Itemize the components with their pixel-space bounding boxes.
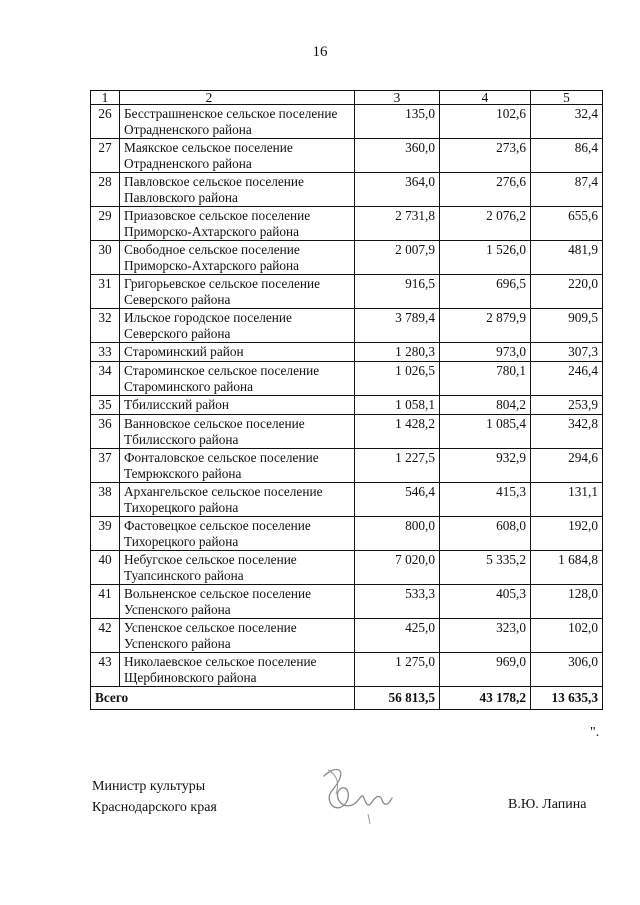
value-col5: 909,5 bbox=[531, 309, 603, 343]
value-col4: 608,0 bbox=[440, 517, 531, 551]
table-row bbox=[91, 309, 603, 343]
value-col4: 405,3 bbox=[440, 585, 531, 619]
value-col3: 7 020,0 bbox=[355, 551, 440, 585]
municipality-name: Успенское сельское поселение Успенского района bbox=[120, 619, 355, 653]
value-col5: 342,8 bbox=[531, 415, 603, 449]
value-col4: 804,2 bbox=[440, 396, 531, 415]
row-number: 28 bbox=[91, 173, 120, 207]
value-col3: 533,3 bbox=[355, 585, 440, 619]
page-number: 16 bbox=[312, 44, 328, 60]
value-col4: 2 076,2 bbox=[440, 207, 531, 241]
value-col4: 2 879,9 bbox=[440, 309, 531, 343]
row-number: 26 bbox=[91, 105, 120, 139]
municipality-name: Фонталовское сельское поселение Темрюкского района bbox=[120, 449, 355, 483]
total-label: Всего bbox=[91, 687, 355, 710]
table-row bbox=[91, 139, 603, 173]
value-col3: 1 026,5 bbox=[355, 362, 440, 396]
value-col5: 87,4 bbox=[531, 173, 603, 207]
value-col5: 655,6 bbox=[531, 207, 603, 241]
value-col5: 246,4 bbox=[531, 362, 603, 396]
table-row bbox=[91, 517, 603, 551]
total-row bbox=[91, 687, 603, 710]
value-col4: 932,9 bbox=[440, 449, 531, 483]
signatory-name: В.Ю. Лапина bbox=[508, 797, 587, 812]
value-col3: 546,4 bbox=[355, 483, 440, 517]
value-col5: 294,6 bbox=[531, 449, 603, 483]
total-col5: 13 635,3 bbox=[531, 687, 603, 710]
table-body bbox=[91, 91, 603, 710]
value-col3: 360,0 bbox=[355, 139, 440, 173]
value-col5: 128,0 bbox=[531, 585, 603, 619]
table-row bbox=[91, 483, 603, 517]
municipality-name: Свободное сельское поселение Приморско-Ахтарского района bbox=[120, 241, 355, 275]
row-number: 42 bbox=[91, 619, 120, 653]
table-row bbox=[91, 362, 603, 396]
value-col3: 3 789,4 bbox=[355, 309, 440, 343]
row-number: 43 bbox=[91, 653, 120, 687]
municipality-name: Ванновское сельское поселение Тбилисского района bbox=[120, 415, 355, 449]
value-col5: 192,0 bbox=[531, 517, 603, 551]
municipality-name: Маякское сельское поселение Отрадненского района bbox=[120, 139, 355, 173]
value-col4: 323,0 bbox=[440, 619, 531, 653]
value-col5: 102,0 bbox=[531, 619, 603, 653]
data-table bbox=[90, 90, 603, 710]
municipality-name: Григорьевское сельское поселение Северского района bbox=[120, 275, 355, 309]
row-number: 34 bbox=[91, 362, 120, 396]
table-row bbox=[91, 275, 603, 309]
row-number: 36 bbox=[91, 415, 120, 449]
value-col4: 973,0 bbox=[440, 343, 531, 362]
value-col4: 1 526,0 bbox=[440, 241, 531, 275]
table-row bbox=[91, 241, 603, 275]
row-number: 32 bbox=[91, 309, 120, 343]
handwritten-signature bbox=[310, 758, 410, 828]
table-row bbox=[91, 551, 603, 585]
municipality-name: Староминское сельское поселение Староминского района bbox=[120, 362, 355, 396]
municipality-name: Приазовское сельское поселение Приморско-Ахтарского района bbox=[120, 207, 355, 241]
value-col5: 131,1 bbox=[531, 483, 603, 517]
table-row bbox=[91, 585, 603, 619]
row-number: 33 bbox=[91, 343, 120, 362]
municipality-name: Тбилисский район bbox=[120, 396, 355, 415]
municipality-name: Бесстрашненское сельское поселение Отрадненского района bbox=[120, 105, 355, 139]
table-row bbox=[91, 415, 603, 449]
signatory-title bbox=[92, 776, 217, 818]
signatory-title-line2: Краснодарского края bbox=[92, 800, 217, 815]
row-number: 35 bbox=[91, 396, 120, 415]
value-col3: 800,0 bbox=[355, 517, 440, 551]
signatory-title-line1: Министр культуры bbox=[92, 779, 206, 794]
value-col3: 2 731,8 bbox=[355, 207, 440, 241]
row-number: 39 bbox=[91, 517, 120, 551]
value-col5: 1 684,8 bbox=[531, 551, 603, 585]
value-col4: 696,5 bbox=[440, 275, 531, 309]
header-cell-5: 5 bbox=[531, 91, 603, 105]
municipality-name: Николаевское сельское поселение Щербиновского района bbox=[120, 653, 355, 687]
value-col3: 2 007,9 bbox=[355, 241, 440, 275]
value-col3: 1 428,2 bbox=[355, 415, 440, 449]
table-header-row bbox=[91, 91, 603, 105]
value-col3: 1 275,0 bbox=[355, 653, 440, 687]
municipality-name: Ильское городское поселение Северского района bbox=[120, 309, 355, 343]
value-col4: 273,6 bbox=[440, 139, 531, 173]
municipality-name: Фастовецкое сельское поселение Тихорецкого района bbox=[120, 517, 355, 551]
total-col4: 43 178,2 bbox=[440, 687, 531, 710]
value-col3: 425,0 bbox=[355, 619, 440, 653]
value-col5: 253,9 bbox=[531, 396, 603, 415]
table-row bbox=[91, 207, 603, 241]
table-row bbox=[91, 343, 603, 362]
row-number: 29 bbox=[91, 207, 120, 241]
value-col5: 481,9 bbox=[531, 241, 603, 275]
municipality-name: Небугское сельское поселение Туапсинского района bbox=[120, 551, 355, 585]
value-col5: 306,0 bbox=[531, 653, 603, 687]
header-cell-2: 2 bbox=[120, 91, 355, 105]
row-number: 38 bbox=[91, 483, 120, 517]
value-col4: 102,6 bbox=[440, 105, 531, 139]
municipality-name: Павловское сельское поселение Павловского района bbox=[120, 173, 355, 207]
table-row bbox=[91, 653, 603, 687]
row-number: 41 bbox=[91, 585, 120, 619]
value-col4: 276,6 bbox=[440, 173, 531, 207]
value-col4: 969,0 bbox=[440, 653, 531, 687]
municipality-name: Архангельское сельское поселение Тихорецкого района bbox=[120, 483, 355, 517]
value-col3: 364,0 bbox=[355, 173, 440, 207]
total-col3: 56 813,5 bbox=[355, 687, 440, 710]
table-row bbox=[91, 449, 603, 483]
value-col3: 1 058,1 bbox=[355, 396, 440, 415]
row-number: 27 bbox=[91, 139, 120, 173]
value-col5: 86,4 bbox=[531, 139, 603, 173]
table-row bbox=[91, 173, 603, 207]
table-row bbox=[91, 105, 603, 139]
row-number: 40 bbox=[91, 551, 120, 585]
value-col4: 1 085,4 bbox=[440, 415, 531, 449]
row-number: 30 bbox=[91, 241, 120, 275]
value-col5: 307,3 bbox=[531, 343, 603, 362]
value-col3: 1 280,3 bbox=[355, 343, 440, 362]
value-col3: 135,0 bbox=[355, 105, 440, 139]
value-col4: 780,1 bbox=[440, 362, 531, 396]
value-col5: 32,4 bbox=[531, 105, 603, 139]
value-col3: 1 227,5 bbox=[355, 449, 440, 483]
table-row bbox=[91, 619, 603, 653]
value-col4: 5 335,2 bbox=[440, 551, 531, 585]
header-cell-3: 3 bbox=[355, 91, 440, 105]
row-number: 31 bbox=[91, 275, 120, 309]
value-col3: 916,5 bbox=[355, 275, 440, 309]
row-number: 37 bbox=[91, 449, 120, 483]
header-cell-4: 4 bbox=[440, 91, 531, 105]
value-col5: 220,0 bbox=[531, 275, 603, 309]
municipality-name: Староминский район bbox=[120, 343, 355, 362]
closing-quote: ". bbox=[590, 725, 600, 740]
table-row bbox=[91, 396, 603, 415]
value-col4: 415,3 bbox=[440, 483, 531, 517]
municipality-name: Вольненское сельское поселение Успенского района bbox=[120, 585, 355, 619]
header-cell-1: 1 bbox=[91, 91, 120, 105]
